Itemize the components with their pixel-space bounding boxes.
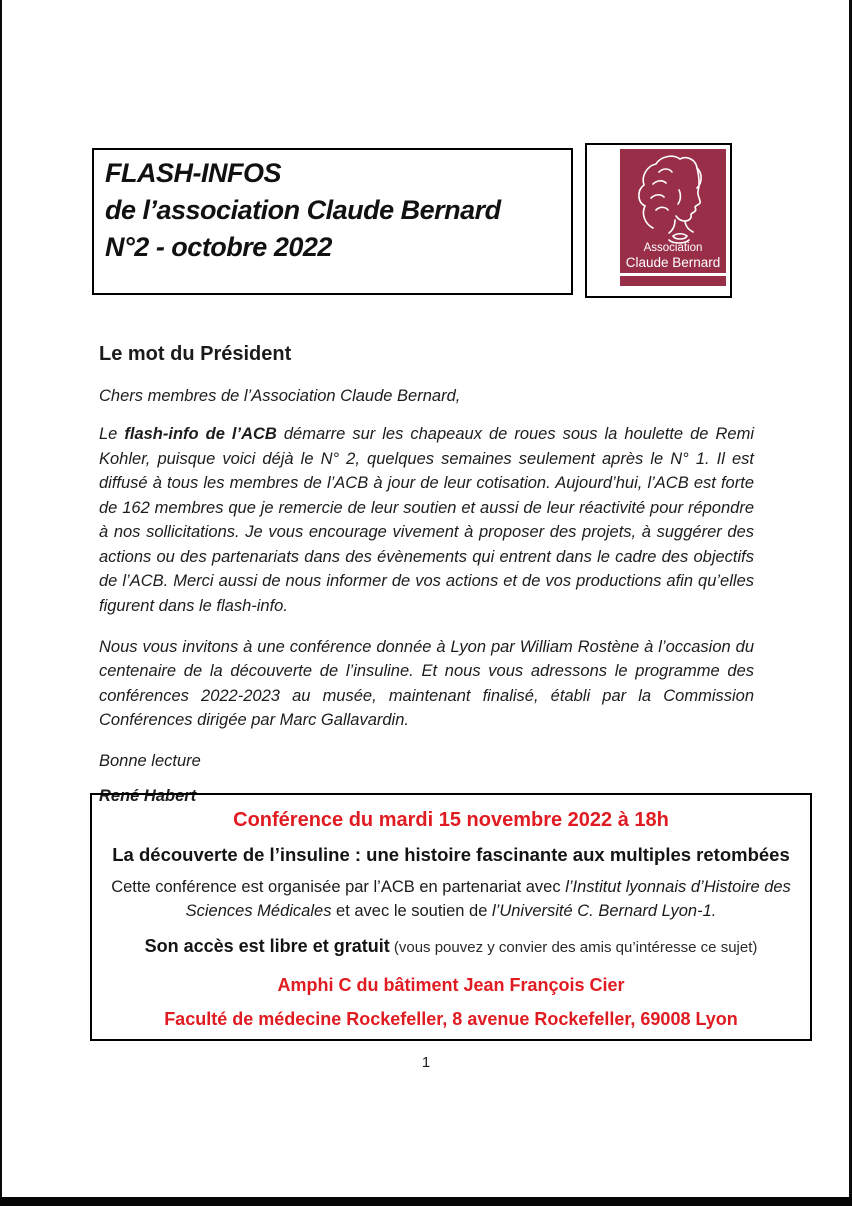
claude-bernard-portrait-icon [623, 150, 723, 246]
conference-organizer [110, 875, 792, 923]
conference-location-line1: Amphi C du bâtiment Jean François Cier [277, 975, 625, 995]
conference-subtitle: La découverte de l’insuline : une histoire fascinante aux multiples retombées [112, 844, 790, 865]
conference-announcement-box [90, 793, 812, 1041]
association-logo [620, 149, 726, 292]
logo-main-block [620, 149, 726, 273]
paragraph-1 [99, 422, 754, 618]
signature: René Habert [99, 787, 197, 805]
masthead [92, 143, 732, 298]
access-note: (vous pouvez y convier des amis qu’intéresse ce sujet) [389, 939, 758, 956]
conference-title: Conférence du mardi 15 novembre 2022 à 18h [233, 809, 669, 831]
page-number: 1 [421, 1054, 431, 1071]
page-edge-left [0, 0, 2, 1206]
president-letter [99, 342, 754, 808]
organizer-lead: Cette conférence est organisée par l’ACB en partenariat avec [111, 878, 566, 896]
newsletter-subtitle: de l’association Claude Bernard [105, 195, 501, 225]
masthead-title-box [92, 148, 573, 295]
logo-bottom-strip [620, 276, 726, 286]
section-heading: Le mot du Président [99, 343, 292, 365]
organizer-middle: et avec le soutien de [331, 902, 492, 920]
organizer-partner: l’Institut lyonnais d’Histoire des Sciences Médicales [185, 878, 791, 920]
logo-text-claude-bernard: Claude Bernard [625, 255, 721, 270]
organizer-supporter: l’Université C. Bernard Lyon-1. [491, 902, 717, 920]
access-free-label: Son accès est libre et gratuit [144, 936, 390, 956]
logo-text-association: Association [643, 242, 703, 254]
page-edge-bottom [0, 1197, 852, 1206]
salutation: Chers membres de l’Association Claude Bernard, [99, 387, 461, 405]
newsletter-title: FLASH-INFOS [105, 158, 281, 188]
conference-access [110, 934, 792, 960]
paragraph-1-bold: flash-info de l’ACB [124, 425, 277, 443]
association-logo-box [585, 143, 732, 298]
paragraph-1-lead: Le [99, 425, 125, 443]
conference-location-line2: Faculté de médecine Rockefeller, 8 avenue Rockefeller, 69008 Lyon [164, 1009, 738, 1029]
paragraph-1-rest: démarre sur les chapeaux de roues sous la houlette de Remi Kohler, puisque voici déjà le N° 2, quelques semaines seulement après le N° 1. Il est diffusé à tous les membres de l’ACB à jour de leur cotisation. Aujourd’hui, l’ACB est forte de 162 membres que je remercie de leur soutien et aussi de leur réactivité pour répondre à nos sollicitations. Je vous encourage vivement à proposer des projets, à suggérer des actions ou des partenariats dans des évènements qui entrent dans le cadre des objectifs de l’ACB. Merci aussi de nous informer de vos actions et de vos productions afin qu’elles figurent dans le flash-info. [99, 425, 754, 615]
newsletter-issue: N°2 - octobre 2022 [105, 232, 332, 262]
closing-line: Bonne lecture [99, 752, 201, 770]
paragraph-2: Nous vous invitons à une conférence donnée à Lyon par William Rostène à l’occasion du centenaire de la découverte de l’insuline. Et nous vous adressons le programme des conférences 2022-2023 au musée, maintenant finalisé, établi par la Commission Conférences dirigée par Marc Gallavardin. [99, 637, 754, 729]
